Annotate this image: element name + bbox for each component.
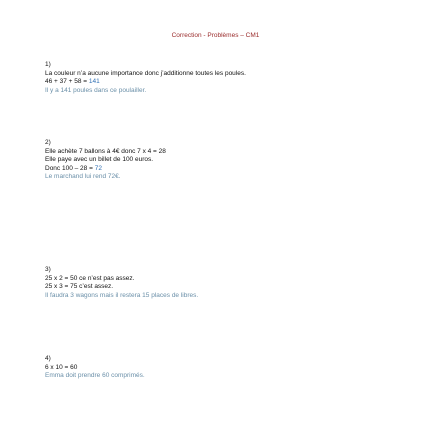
- problem-operation: 6 x 10 = 60: [45, 363, 78, 371]
- problem-4: [45, 355, 405, 381]
- problem-operation: [45, 78, 405, 87]
- problem-operation: 25 x 2 = 50 ce n’est pas assez.: [45, 274, 135, 282]
- problem-number: 1): [45, 61, 51, 68]
- problem-3: [45, 266, 405, 300]
- page-title: Correction - Problèmes – CM1: [171, 32, 260, 39]
- problem-answer: Emma doit prendre 60 comprimés.: [45, 372, 145, 380]
- operation-expression: Donc 100 – 28 =: [45, 164, 93, 172]
- problem-operation: [45, 165, 405, 174]
- problem-answer: Il faudra 3 wagons mais il restera 15 places de libres.: [45, 291, 199, 299]
- problem-2: [45, 139, 405, 182]
- operation-result: 141: [88, 78, 100, 86]
- problem-operation: 25 x 3 = 75 c’est assez.: [45, 283, 114, 291]
- problem-1: [45, 61, 405, 95]
- problem-number: 2): [45, 139, 51, 146]
- operation-expression: 46 + 37 + 58 =: [45, 78, 88, 86]
- problem-statement: Elle paye avec un billet de 100 euros.: [45, 156, 154, 164]
- problem-number: 3): [45, 266, 51, 273]
- problem-answer: Il y a 141 poules dans ce poulailler.: [45, 86, 147, 94]
- problem-answer: Le marchand lui rend 72€.: [45, 173, 121, 181]
- problem-number: 4): [45, 355, 51, 362]
- problem-statement: La couleur n’a aucune importance donc j’additionne toutes les poules.: [45, 69, 246, 77]
- operation-result: 72: [94, 164, 102, 172]
- problem-statement: Elle achète 7 ballons à 4€ donc 7 x 4 = 28: [45, 147, 166, 155]
